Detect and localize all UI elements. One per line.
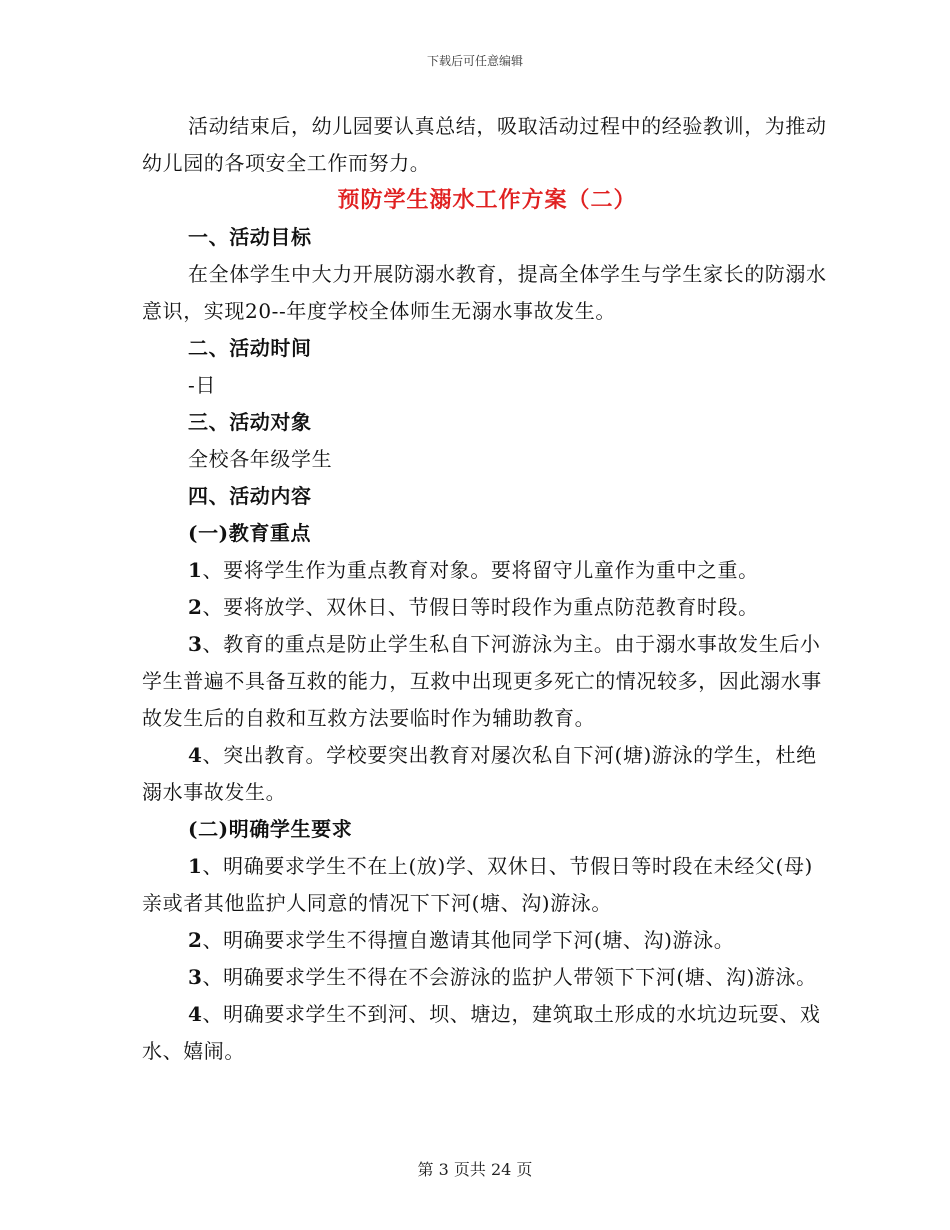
section-heading-time: 二、活动时间 [188,336,312,360]
section-heading-content: 四、活动内容 [188,484,312,508]
item-text: 、突出教育。学校要突出教育对屡次私自下河(塘)游泳的学生，杜绝溺水事故发生。 [142,743,817,804]
edu-item-3 [142,626,832,737]
intro-paragraph: 活动结束后，幼儿园要认真总结，吸取活动过程中的经验教训，为推动幼儿园的各项安全工作而努力。 [142,114,827,175]
document-body [142,108,832,1070]
section-heading-goal: 一、活动目标 [188,225,312,249]
page-footer: 第 3 页共 24 页 [417,1160,533,1179]
edu-item-2 [142,589,832,626]
item-number: 2 [188,595,203,619]
edu-item-4 [142,737,832,811]
item-text: 、明确要求学生不到河、坝、塘边，建筑取土形成的水坑边玩耍、戏水、嬉闹。 [142,1002,821,1063]
item-text: 、明确要求学生不得擅自邀请其他同学下河(塘、沟)游泳。 [202,928,735,952]
item-text: 、要将放学、双休日、节假日等时段作为重点防范教育时段。 [202,595,759,619]
goal-paragraph: 在全体学生中大力开展防溺水教育，提高全体学生与学生家长的防溺水意识，实现20--年度学校全体师生无溺水事故发生。 [142,262,827,323]
item-number: 3 [188,632,203,656]
item-text: 、要将学生作为重点教育对象。要将留守儿童作为重中之重。 [202,558,759,582]
document-title: 预防学生溺水工作方案（二） [337,187,637,213]
page-header: 下载后可任意编辑 [426,54,523,68]
subsection-heading-requirements: (二)明确学生要求 [188,817,353,841]
item-text: 、教育的重点是防止学生私自下河游泳为主。由于溺水事故发生后小学生普遍不具备互救的能力，互救中出现更多死亡的情况较多，因此溺水事故发生后的自救和互救方法要临时作为辅助教育。 [142,632,822,730]
edu-item-1 [142,552,832,589]
req-item-1 [142,848,832,922]
time-text: -日 [188,373,216,397]
subsection-heading-education: (一)教育重点 [188,521,312,545]
item-number: 4 [188,1002,203,1026]
item-number: 3 [188,965,203,989]
target-text: 全校各年级学生 [188,447,333,471]
item-number: 2 [188,928,203,952]
item-number: 1 [188,558,203,582]
item-text: 、明确要求学生不在上(放)学、双休日、节假日等时段在未经父(母)亲或者其他监护人同意的情况下下河(塘、沟)游泳。 [142,854,813,915]
item-number: 4 [188,743,203,767]
req-item-3 [142,959,832,996]
req-item-2 [142,922,832,959]
req-item-4 [142,996,832,1070]
item-number: 1 [188,854,203,878]
item-text: 、明确要求学生不得在不会游泳的监护人带领下下河(塘、沟)游泳。 [202,965,817,989]
section-heading-target: 三、活动对象 [188,410,312,434]
